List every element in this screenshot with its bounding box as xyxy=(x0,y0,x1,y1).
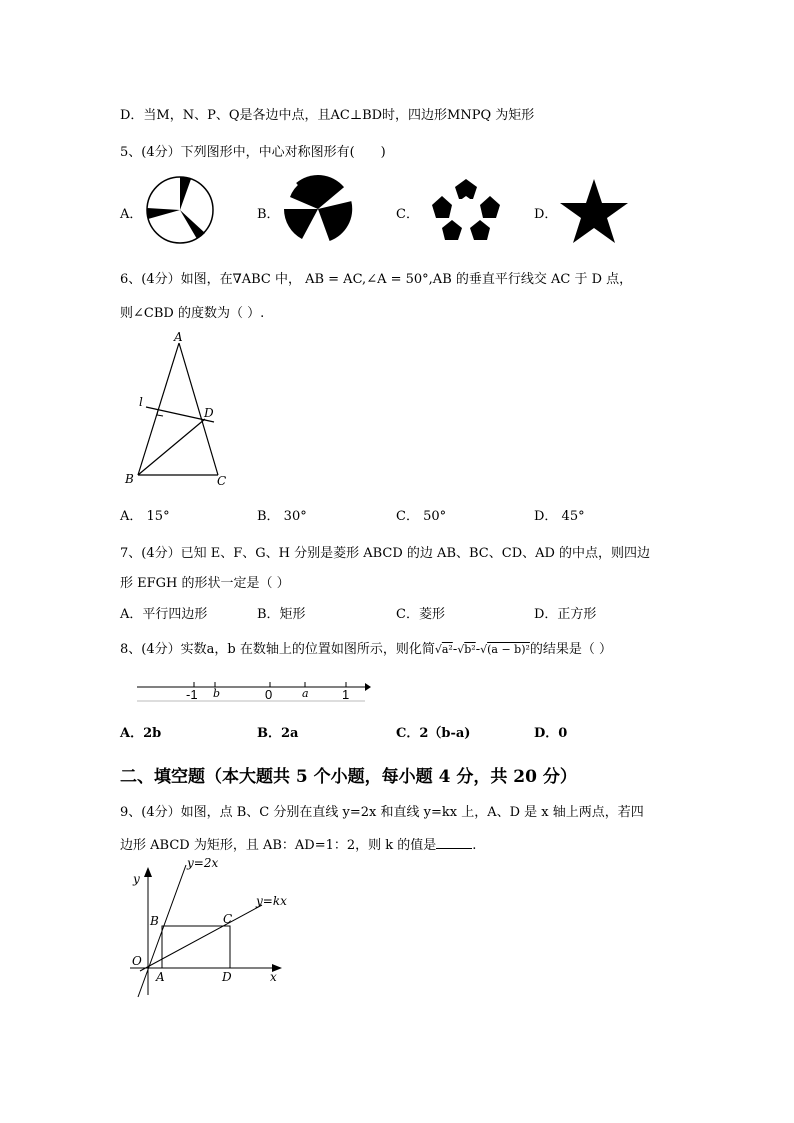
q7-stem-line1: 7、(4分）已知 E、F、G、H 分别是菱形 ABCD 的边 AB、BC、CD、AD 的中点，则四边 xyxy=(120,546,651,561)
q9-answer-blank[interactable] xyxy=(436,836,472,849)
q8-radical-1: √a² xyxy=(434,643,453,656)
q6-label-c: C xyxy=(217,474,227,488)
q5-figure-b xyxy=(282,173,354,245)
q9-label-y2x: y=2x xyxy=(187,856,219,870)
q6-label-a: A xyxy=(174,330,183,344)
q5-figure-d xyxy=(558,177,630,245)
q8-option-a: A．2b xyxy=(120,726,162,741)
q5-option-c-label: C． xyxy=(396,207,419,222)
q7-option-b: B．矩形 xyxy=(257,607,306,622)
q8-option-c: C．2（b-a) xyxy=(396,726,471,741)
q5-option-a-label: A． xyxy=(120,207,143,222)
q6-stem-line2: 则∠CBD 的度数为（ ）. xyxy=(120,306,265,321)
q8-radical-2: √b² xyxy=(457,643,476,656)
q9-label-b: B xyxy=(150,914,159,928)
q6-stem-line1: 6、(4分）如图，在∇ABC 中， AB = AC,∠A = 50°,AB 的垂直平行线交 AC 于 D 点， xyxy=(120,272,633,287)
q8-stem-pre: 8、(4分）实数a，b 在数轴上的位置如图所示，则化简 xyxy=(120,642,435,657)
q8-tick-1: 1 xyxy=(342,687,350,702)
q6-label-d: D xyxy=(204,406,214,420)
q7-option-c: C．菱形 xyxy=(396,607,445,622)
q4-option-d: D．当M，N、P、Q是各边中点，且AC⊥BD时，四边形MNPQ 为矩形 xyxy=(120,108,535,123)
q7-option-a: A．平行四边形 xyxy=(120,607,208,622)
q5-option-d-label: D． xyxy=(534,207,558,222)
q6-option-a: A． 15° xyxy=(120,509,170,524)
q9-label-y-axis: y xyxy=(133,872,140,886)
q5-option-b-label: B． xyxy=(257,207,280,222)
q6-triangle-figure xyxy=(120,325,240,495)
q6-label-l: l xyxy=(139,395,143,409)
q9-stem-line2-end: . xyxy=(472,838,477,853)
q9-coordinate-figure xyxy=(120,855,290,1005)
q8-option-d: D．0 xyxy=(534,726,568,741)
q8-tick-a: a xyxy=(302,687,309,700)
q8-stem: 8、(4分）实数a，b 在数轴上的位置如图所示，则化简√a²-√b²-√(a − b)²的结果是（ ） xyxy=(120,642,613,657)
q5-figure-c xyxy=(430,176,502,242)
q9-label-d: D xyxy=(222,970,232,984)
q9-label-x-axis: x xyxy=(270,970,277,984)
q6-option-c: C． 50° xyxy=(396,509,447,524)
q8-tick-minus1: -1 xyxy=(186,687,198,702)
q9-label-c: C xyxy=(223,912,233,926)
q8-number-line xyxy=(135,672,371,704)
q7-option-d: D．正方形 xyxy=(534,607,597,622)
q9-label-ykx: y=kx xyxy=(256,894,287,908)
q6-option-b: B． 30° xyxy=(257,509,307,524)
q8-stem-post: 的结果是（ ） xyxy=(529,642,613,657)
section2-title: 二、填空题（本大题共 5 个小题，每小题 4 分，共 20 分） xyxy=(120,767,577,787)
q5-figure-a xyxy=(145,175,215,245)
q9-stem-line1: 9、(4分）如图，点 B、C 分别在直线 y=2x 和直线 y=kx 上，A、D 是 x 轴上两点，若四 xyxy=(120,805,644,820)
q6-label-b: B xyxy=(125,472,134,486)
q8-option-b: B．2a xyxy=(257,726,299,741)
q8-tick-0: 0 xyxy=(265,687,273,702)
q8-tick-b: b xyxy=(213,687,221,700)
q7-stem-line2: 形 EFGH 的形状一定是（ ） xyxy=(120,576,290,591)
q9-label-o: O xyxy=(132,954,142,968)
q9-label-a: A xyxy=(156,970,165,984)
q5-stem: 5、(4分）下列图形中，中心对称图形有( ) xyxy=(120,145,386,160)
q6-option-d: D． 45° xyxy=(534,509,585,524)
q8-radical-3: √(a − b)² xyxy=(480,643,530,656)
q9-stem-line2-text: 边形 ABCD 为矩形，且 AB：AD=1：2，则 k 的值是 xyxy=(120,838,437,853)
q9-stem-line2 xyxy=(120,834,476,853)
